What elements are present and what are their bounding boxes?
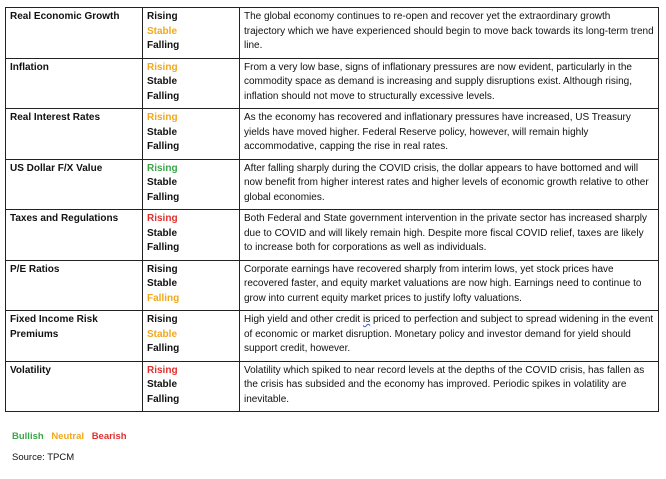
- state-cell: [143, 58, 240, 109]
- factor-cell: Real Interest Rates: [6, 109, 143, 160]
- state-falling: Falling: [147, 292, 180, 304]
- state-stable: Stable: [147, 379, 178, 390]
- state-rising: Rising: [147, 162, 178, 174]
- table-row: [6, 210, 659, 261]
- spellcheck-word: is: [362, 314, 371, 325]
- source-note: Source: TPCM: [12, 452, 75, 463]
- outlook-table: [5, 7, 659, 412]
- state-rising: Rising: [147, 364, 178, 376]
- comment-cell: Corporate earnings have recovered sharply from interim lows, yet stock prices have recovered faster, and equity market valuations are now high. Earnings need to continue to grow into current equity market prices to justify lofty valuations.: [240, 260, 659, 311]
- comment-cell: Volatility which spiked to near record levels at the depths of the COVID crisis, has fallen as the crisis has subsided and the economy has improved. Periodic spikes in volatility are inevitable.: [240, 361, 659, 412]
- comment-text-pre: High yield and other credit: [244, 314, 363, 325]
- table-row: [6, 8, 659, 59]
- comment-text-post: priced to perfection and subject to spread widening in the event of economic or market disruption. Monetary policy and investor demand for yield should support credit, however.: [244, 314, 654, 354]
- comment-cell: Both Federal and State government intervention in the private sector has increased sharply due to COVID and will likely remain high. Despite more fiscal COVID relief, taxes are likely to increase both for corporations as well as individuals.: [240, 210, 659, 261]
- comment-cell: From a very low base, signs of inflationary pressures are now evident, particularly in the commodity space as demand is increasing and supply disruptions exist. Although rising, inflation should not move to structurally excessive levels.: [240, 58, 659, 109]
- legend-bearish: Bearish: [91, 431, 127, 442]
- table-row: [6, 58, 659, 109]
- factor-cell: Fixed Income Risk Premiums: [6, 311, 143, 362]
- comment-cell: [240, 311, 659, 362]
- table-row: [6, 361, 659, 412]
- state-rising: Rising: [147, 213, 178, 224]
- state-cell: [143, 260, 240, 311]
- state-stable: Stable: [147, 227, 178, 239]
- legend-bullish: Bullish: [12, 431, 44, 442]
- legend-neutral: Neutral: [51, 431, 85, 442]
- state-cell: [143, 8, 240, 59]
- state-stable: Stable: [147, 278, 178, 289]
- comment-cell: The global economy continues to re-open and recover yet the extraordinary growth trajectory which we have experienced should begin to move back towards its long-term trend line.: [240, 8, 659, 59]
- state-cell: [143, 361, 240, 412]
- state-rising: Rising: [147, 61, 178, 73]
- factor-cell: Real Economic Growth: [6, 8, 143, 59]
- legend: [12, 431, 132, 442]
- table-row: [6, 260, 659, 311]
- factor-cell: Inflation: [6, 58, 143, 109]
- table-row: [6, 311, 659, 362]
- state-rising: Rising: [147, 11, 178, 22]
- state-cell: [143, 210, 240, 261]
- state-stable: Stable: [147, 76, 178, 87]
- state-stable: Stable: [147, 177, 178, 188]
- state-falling: Falling: [147, 393, 180, 405]
- table-row: [6, 109, 659, 160]
- state-stable: Stable: [147, 126, 178, 138]
- table-row: [6, 159, 659, 210]
- state-cell: [143, 159, 240, 210]
- comment-cell: After falling sharply during the COVID crisis, the dollar appears to have bottomed and will now benefit from higher interest rates and higher levels of economic growth relative to other global economies.: [240, 159, 659, 210]
- factor-cell: US Dollar F/X Value: [6, 159, 143, 210]
- factor-cell: P/E Ratios: [6, 260, 143, 311]
- state-falling: Falling: [147, 343, 180, 354]
- state-stable: Stable: [147, 25, 178, 37]
- factor-cell: Volatility: [6, 361, 143, 412]
- state-falling: Falling: [147, 141, 180, 152]
- state-falling: Falling: [147, 40, 180, 51]
- state-falling: Falling: [147, 242, 180, 253]
- state-rising: Rising: [147, 314, 178, 325]
- state-stable: Stable: [147, 328, 178, 340]
- state-cell: [143, 109, 240, 160]
- state-falling: Falling: [147, 191, 180, 203]
- factor-cell: Taxes and Regulations: [6, 210, 143, 261]
- state-rising: Rising: [147, 112, 178, 123]
- state-falling: Falling: [147, 90, 180, 102]
- state-cell: [143, 311, 240, 362]
- comment-cell: As the economy has recovered and inflationary pressures have increased, US Treasury yields have moved higher. Federal Reserve policy, however, will remain highly accommodative, capping the rise in real rates.: [240, 109, 659, 160]
- state-rising: Rising: [147, 263, 178, 275]
